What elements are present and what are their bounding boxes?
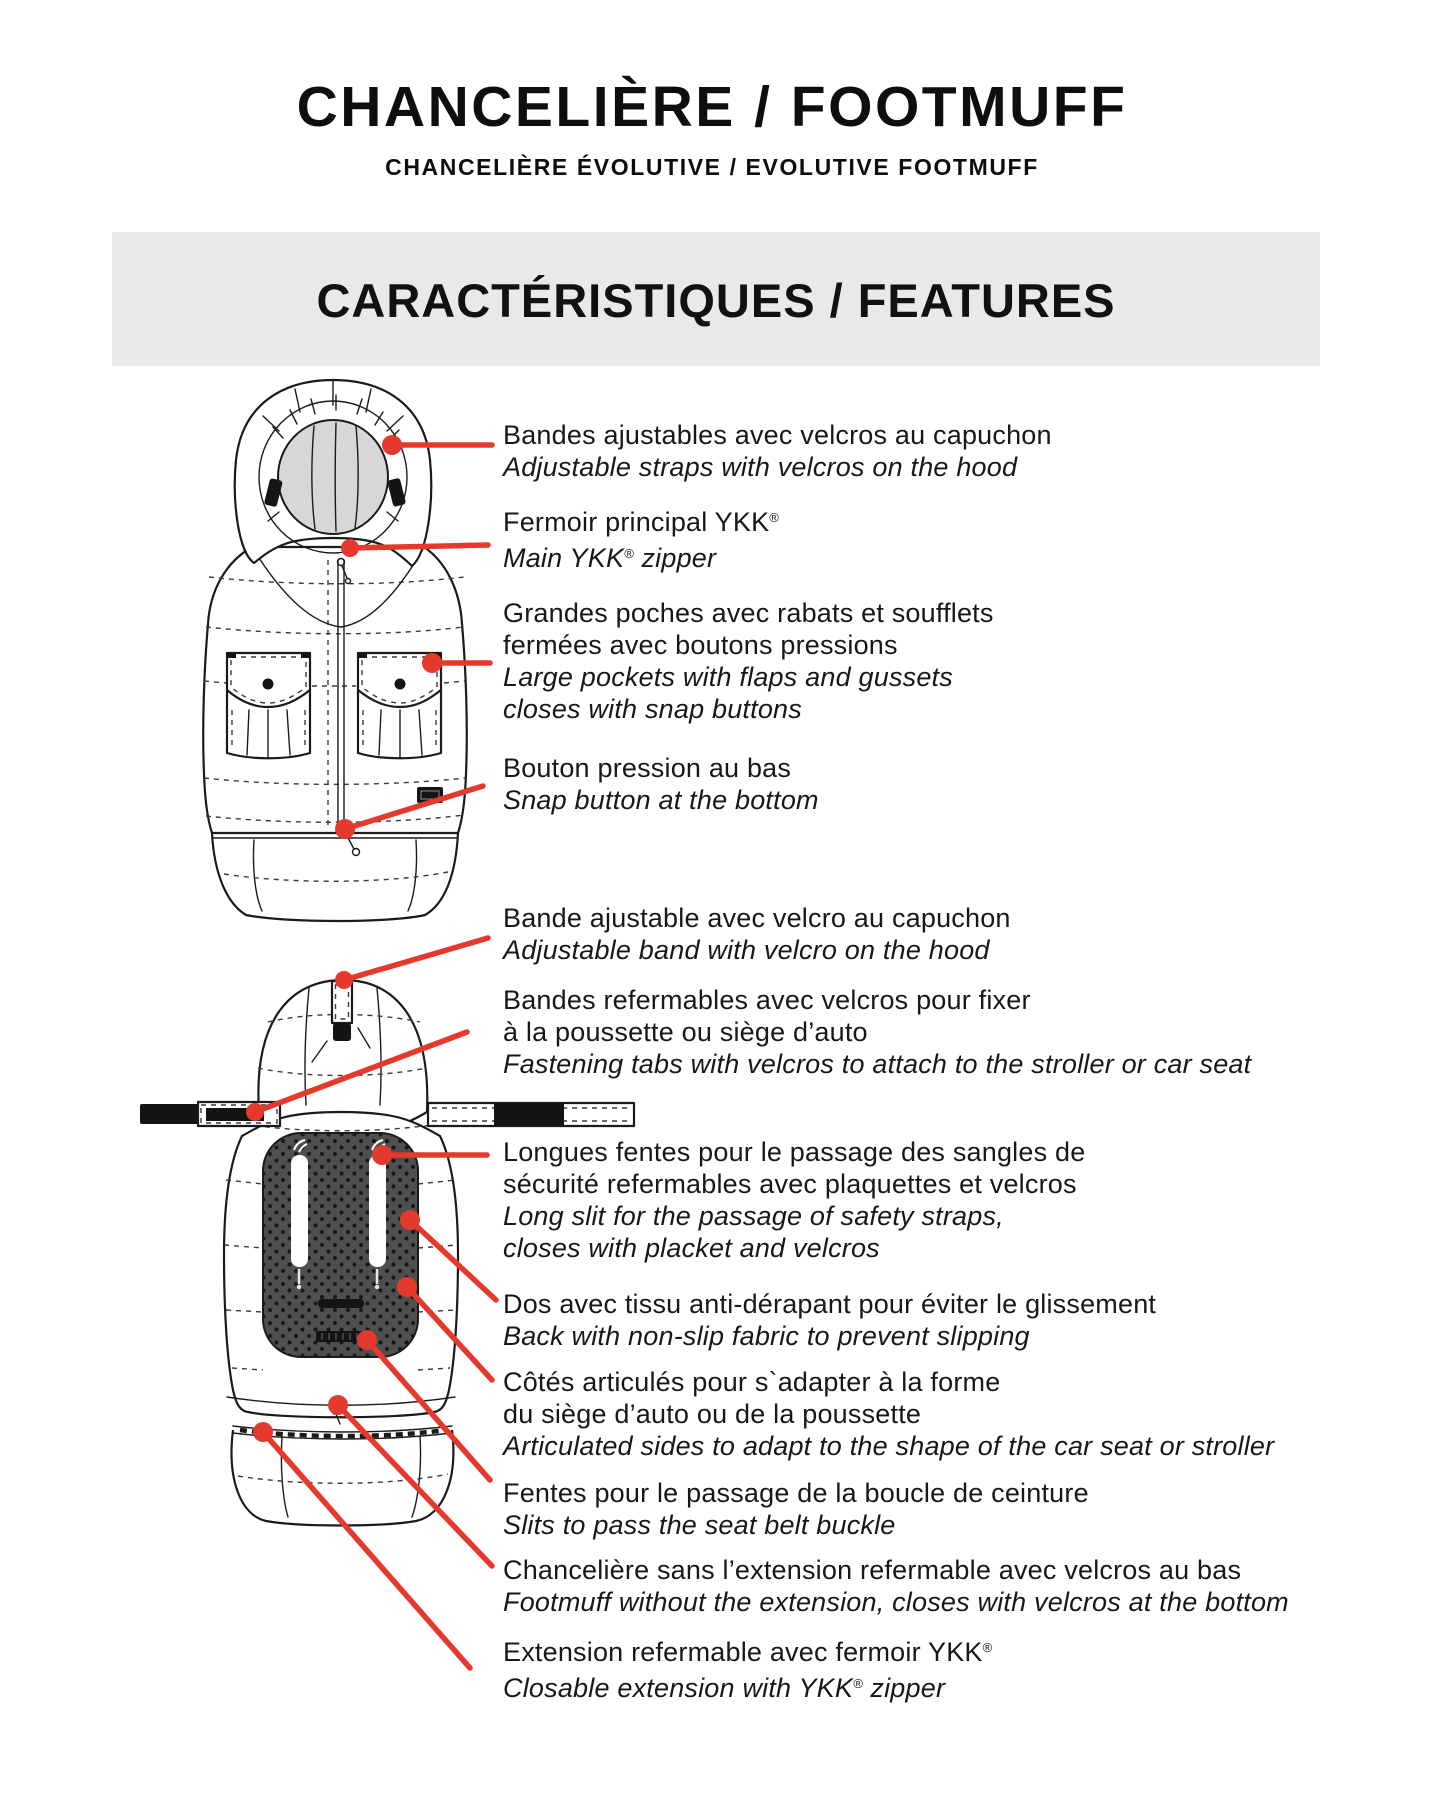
callout-text-en: Fastening tabs with velcros to attach to the stroller or car seat bbox=[503, 1049, 1252, 1079]
page-title: CHANCELIÈRE / FOOTMUFF bbox=[296, 75, 1128, 139]
callout-text-fr: Bandes refermables avec velcros pour fixer bbox=[503, 985, 1031, 1015]
callout-text-en: Footmuff without the extension, closes with velcros at the bottom bbox=[503, 1587, 1289, 1617]
snap-button-icon bbox=[395, 679, 406, 690]
callout-text-fr: fermées avec boutons pressions bbox=[503, 630, 898, 660]
back-right-fastening-tab bbox=[428, 1103, 634, 1126]
callout-belt-buckle-slits bbox=[503, 1477, 1089, 1541]
back-nonslip-panel bbox=[263, 1133, 418, 1357]
callout-text-fr: Bandes ajustables avec velcros au capuchon bbox=[503, 420, 1052, 450]
callout-safety-strap-slits bbox=[503, 1136, 1085, 1264]
callout-text-fr: Longues fentes pour le passage des sangles de bbox=[503, 1137, 1086, 1167]
callout-fastening-tabs bbox=[503, 984, 1251, 1080]
callout-text-en: Articulated sides to adapt to the shape of the car seat or stroller bbox=[503, 1431, 1275, 1461]
callout-text-en: Adjustable straps with velcros on the hood bbox=[503, 452, 1018, 482]
snap-button-icon bbox=[263, 679, 274, 690]
callout-text-en: closes with placket and velcros bbox=[503, 1233, 880, 1263]
callout-closable-extension bbox=[503, 1632, 992, 1704]
front-extension bbox=[212, 833, 458, 921]
callout-text-en: Large pockets with flaps and gussets bbox=[503, 662, 953, 692]
callout-text-fr: Fermoir principal YKK® bbox=[503, 507, 779, 537]
back-buckle-slit-top bbox=[318, 1299, 364, 1308]
callout-bottom-snap bbox=[503, 752, 819, 816]
footmuff-front-view bbox=[203, 380, 467, 921]
callout-non-slip-back bbox=[503, 1288, 1156, 1352]
callout-text-fr: Bouton pression au bas bbox=[503, 753, 792, 783]
callout-text-en: Snap button at the bottom bbox=[503, 785, 819, 815]
callout-text-fr: Extension refermable avec fermoir YKK® bbox=[503, 1637, 993, 1667]
callout-text-en: Slits to pass the seat belt buckle bbox=[503, 1510, 896, 1540]
callout-pockets bbox=[503, 597, 994, 725]
callout-hood-straps bbox=[503, 419, 1052, 483]
callout-text-en: Main YKK® zipper bbox=[503, 543, 717, 573]
callout-text-fr: Côtés articulés pour s`adapter à la forme bbox=[503, 1367, 1001, 1397]
callout-text-fr: Bande ajustable avec velcro au capuchon bbox=[503, 903, 1011, 933]
front-hood bbox=[235, 380, 431, 566]
callout-text-fr: Fentes pour le passage de la boucle de ceinture bbox=[503, 1478, 1089, 1508]
callout-text-fr: Dos avec tissu anti-dérapant pour éviter le glissement bbox=[503, 1289, 1157, 1319]
callout-articulated-sides bbox=[503, 1366, 1274, 1462]
callout-text-en: Back with non-slip fabric to prevent slipping bbox=[503, 1321, 1030, 1351]
callout-text-en: Long slit for the passage of safety straps, bbox=[503, 1201, 1004, 1231]
callout-text-fr: sécurité refermables avec plaquettes et velcros bbox=[503, 1169, 1077, 1199]
page-subtitle: CHANCELIÈRE ÉVOLUTIVE / EVOLUTIVE FOOTMUFF bbox=[385, 154, 1039, 180]
callout-main-zipper bbox=[503, 502, 779, 574]
callout-footmuff-without-extension bbox=[503, 1554, 1289, 1618]
callout-text-fr: à la poussette ou siège d’auto bbox=[503, 1017, 868, 1047]
callout-text-en: Adjustable band with velcro on the hood bbox=[503, 935, 990, 965]
callout-text-fr: Grandes poches avec rabats et soufflets bbox=[503, 598, 994, 628]
callout-text-en: Closable extension with YKK® zipper bbox=[503, 1673, 946, 1703]
back-safety-slit-right bbox=[369, 1155, 386, 1267]
callout-text-fr: Chancelière sans l’extension refermable avec velcros au bas bbox=[503, 1555, 1242, 1585]
back-safety-slit-left bbox=[291, 1155, 308, 1267]
callout-hood-band bbox=[503, 902, 1011, 966]
callout-text-en: closes with snap buttons bbox=[503, 694, 802, 724]
front-hood-opening bbox=[278, 420, 388, 534]
callout-text-fr: du siège d’auto ou de la poussette bbox=[503, 1399, 922, 1429]
back-buckle-slit-bottom bbox=[316, 1331, 363, 1342]
section-title: CARACTÉRISTIQUES / FEATURES bbox=[316, 274, 1116, 327]
